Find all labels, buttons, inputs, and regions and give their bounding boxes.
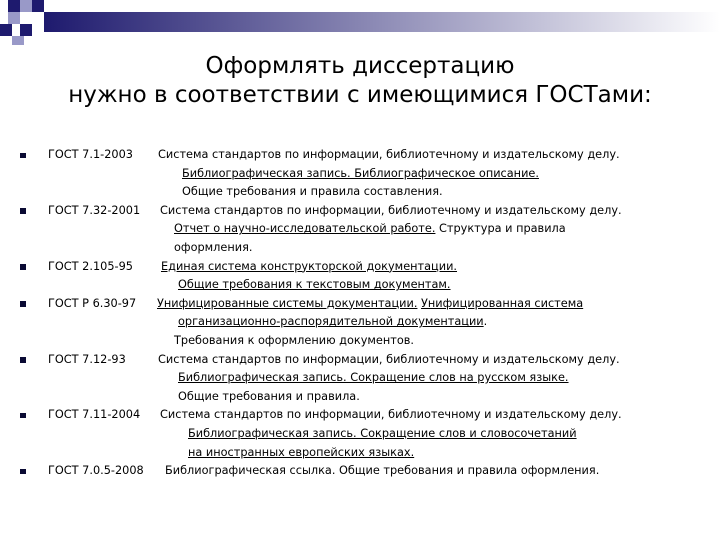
decor-square — [0, 24, 12, 36]
gost-subtitle: Общие требования к текстовым документам. — [178, 278, 451, 292]
gost-subtitle: Требования к оформлению документов. — [174, 333, 415, 347]
list-item — [20, 258, 710, 295]
gost-subtitle: . — [483, 315, 488, 329]
decor-bar — [44, 12, 720, 32]
list-item — [20, 295, 710, 351]
gost-subtitle: оформления. — [174, 240, 253, 254]
gost-subtitle: Отчет о научно-исследовательской работе. — [174, 222, 436, 236]
gost-description: Библиографическая ссылка. Общие требования и правила оформления. — [165, 464, 600, 478]
gost-code: ГОСТ 7.11-2004 — [48, 408, 141, 422]
gost-description: Унифицированные системы документации. — [157, 296, 418, 310]
gost-description: Единая система конструкторской документации. — [161, 259, 458, 273]
list-item — [20, 351, 710, 407]
gost-subtitle: на иностранных европейских языках. — [188, 445, 415, 459]
gost-subtitle: Структура и правила — [439, 222, 566, 236]
gost-code: ГОСТ 2.105-95 — [48, 259, 133, 273]
decor-square — [20, 24, 32, 36]
gost-subtitle: Библиографическая запись. Сокращение слов на русском языке. — [178, 371, 569, 385]
decor-square — [8, 0, 20, 12]
gost-subtitle: Общие требования и правила. — [178, 389, 360, 403]
gost-subtitle: Библиографическая запись. Сокращение слов и словосочетаний — [188, 426, 577, 440]
gost-code: ГОСТ 7.0.5-2008 — [48, 464, 144, 478]
gost-description: Система стандартов по информации, библиотечному и издательскому делу. — [158, 352, 620, 366]
decor-square — [12, 36, 24, 45]
gost-description: Система стандартов по информации, библиотечному и издательскому делу. — [160, 408, 622, 422]
decor-square — [8, 12, 20, 24]
list-item — [20, 462, 710, 481]
list-item — [20, 406, 710, 462]
gost-list — [20, 146, 710, 481]
decor-square — [20, 0, 32, 12]
list-item — [20, 202, 710, 258]
gost-subtitle: Общие требования и правила составления. — [182, 185, 443, 199]
list-item — [20, 146, 710, 202]
decor-square — [32, 0, 44, 12]
gost-code: ГОСТ 7.12-93 — [48, 352, 126, 366]
gost-code: ГОСТ 7.1-2003 — [48, 148, 133, 161]
header-decoration — [0, 0, 720, 45]
gost-description: Система стандартов по информации, библиотечному и издательскому делу. — [158, 148, 620, 161]
decor-square — [32, 12, 44, 24]
gost-code: ГОСТ Р 6.30-97 — [48, 296, 137, 310]
title-line-2: нужно в соответствии с имеющимися ГОСТами: — [68, 82, 652, 108]
gost-code: ГОСТ 7.32-2001 — [48, 203, 141, 217]
title-line-1: Оформлять диссертацию — [205, 53, 515, 79]
gost-description: Система стандартов по информации, библиотечному и издательскому делу. — [160, 203, 622, 217]
gost-subtitle: Библиографическая запись. Библиографическое описание. — [182, 166, 539, 180]
gost-description: Унифицированная система — [421, 296, 584, 310]
gost-subtitle: организационно-распорядительной документации — [178, 315, 484, 329]
slide-title — [0, 52, 720, 110]
